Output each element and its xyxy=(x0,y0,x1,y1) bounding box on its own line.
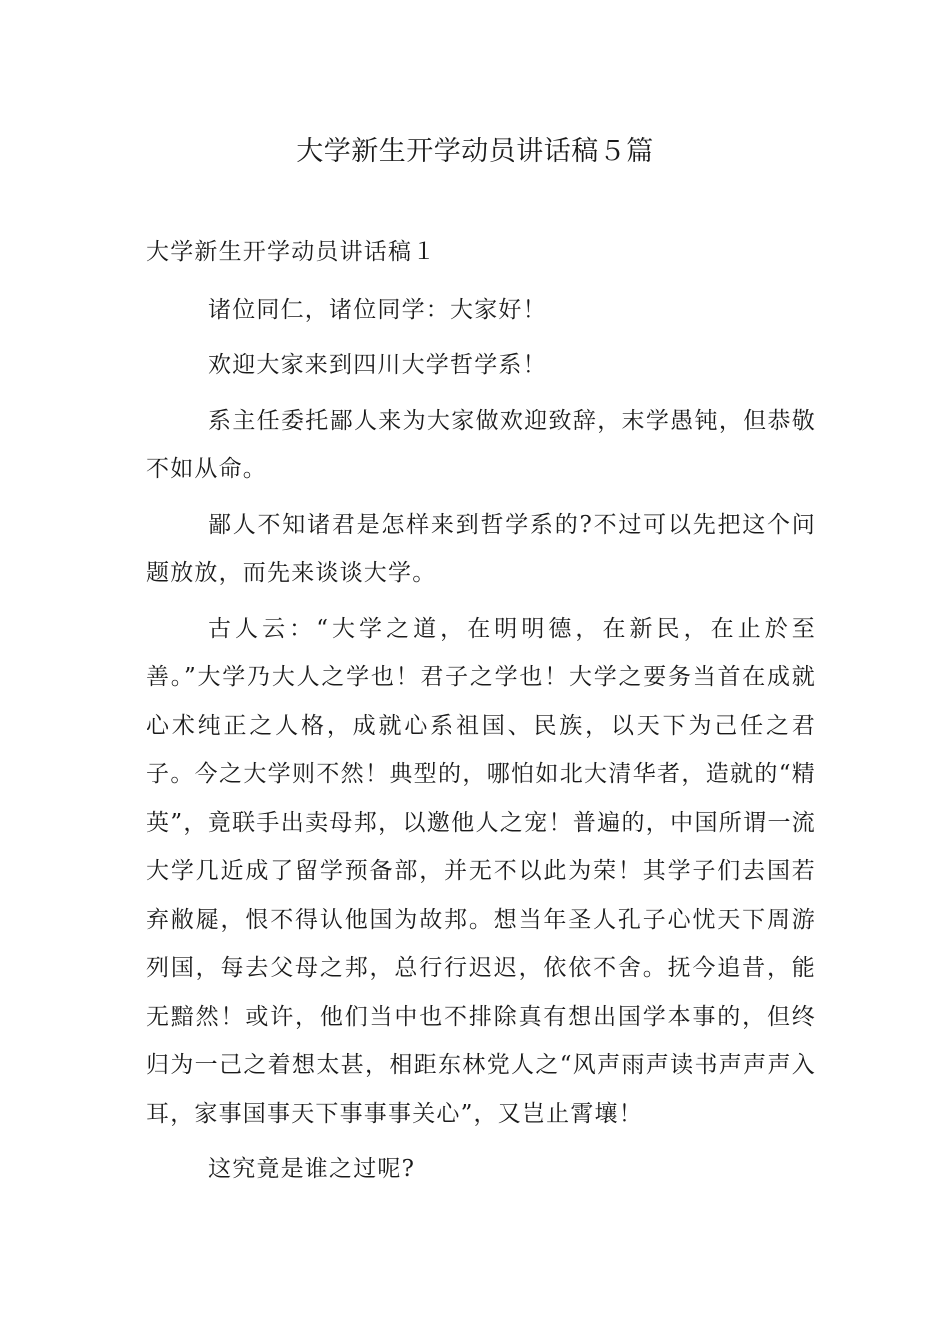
paragraph-question: 鄙人不知诸君是怎样来到哲学系的?不过可以先把这个问题放放，而先来谈谈大学。 xyxy=(146,511,816,586)
paragraph-commission: 系主任委托鄙人来为大家做欢迎致辞，末学愚钝，但恭敬不如从命。 xyxy=(146,407,816,482)
paragraph-welcome: 欢迎大家来到四川大学哲学系！ xyxy=(208,352,547,378)
document-body xyxy=(146,228,816,1201)
section-heading: 大学新生开学动员讲话稿１ xyxy=(146,239,437,265)
paragraph-ancient-saying: 古人云：“大学之道，在明明德，在新民，在止於至善。”大学乃大人之学也！君子之学也！大学之要务当首在成就心术纯正之人格，成就心系祖国、民族，以天下为己任之君子。今之大学则不然！典型的，哪怕如北大清华者，造就的“精英”，竟联手出卖母邦，以邀他人之宠！普遍的，中国所谓一流大学几近成了留学预备部，并无不以此为荣！其学子们去国若弃敝屣，恨不得认他国为故邦。想当年圣人孔子心忧天下周游列国，每去父母之邦，总行行迟迟，依依不舍。抚今追昔，能无黯然！或许，他们当中也不排除真有想出国学本事的，但终归为一己之着想太甚，相距东林党人之“风声雨声读书声声声入耳，家事国事天下事事事关心”，又岂止霄壤！ xyxy=(146,615,816,1127)
document-title: 大学新生开学动员讲话稿５篇 xyxy=(296,136,654,167)
paragraph-greeting: 诸位同仁，诸位同学：大家好！ xyxy=(208,296,547,323)
paragraph-whose-fault: 这究竟是谁之过呢? xyxy=(208,1156,416,1182)
